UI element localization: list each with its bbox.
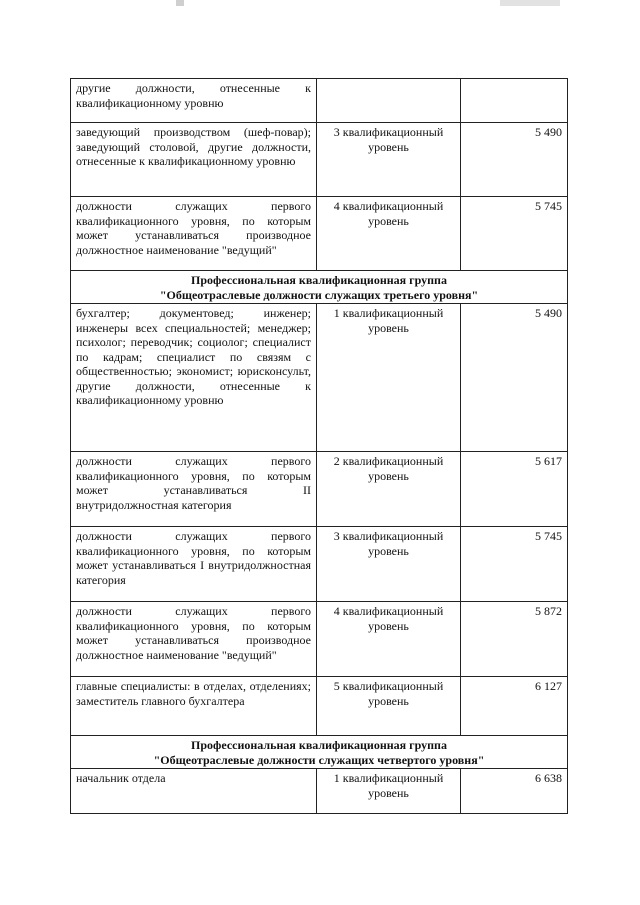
position-cell: должности служащих первого квалификационного уровня, по которым может устанавливаться II внутридолжностная категория — [71, 452, 317, 527]
group-header-row — [71, 271, 568, 304]
level-cell: 4 квалификационный уровень — [317, 197, 461, 271]
level-cell: 1 квалификационный уровень — [317, 304, 461, 452]
group-header-cell — [71, 736, 568, 769]
group-header-row — [71, 736, 568, 769]
salary-cell: 5 745 — [461, 197, 568, 271]
level-cell — [317, 79, 461, 123]
table-row — [71, 304, 568, 452]
position-cell: главные специалисты: в отделах, отделениях; заместитель главного бухгалтера — [71, 677, 317, 736]
group-header-title: "Общеотраслевые должности служащих третьего уровня" — [159, 287, 479, 302]
salary-cell: 6 127 — [461, 677, 568, 736]
salary-cell: 5 872 — [461, 602, 568, 677]
position-cell: должности служащих первого квалификационного уровня, по которым может устанавливаться производное должностное наименование "ведущий" — [71, 197, 317, 271]
group-header-line: Профессиональная квалификационная группа — [191, 273, 447, 287]
level-cell: 2 квалификационный уровень — [317, 452, 461, 527]
position-cell: должности служащих первого квалификационного уровня, по которым может устанавливаться производное должностное наименование "ведущий" — [71, 602, 317, 677]
salary-cell — [461, 79, 568, 123]
level-cell: 3 квалификационный уровень — [317, 527, 461, 602]
salary-cell: 5 617 — [461, 452, 568, 527]
level-cell: 4 квалификационный уровень — [317, 602, 461, 677]
salary-table — [70, 78, 568, 814]
table-row — [71, 677, 568, 736]
table-row — [71, 197, 568, 271]
position-cell: бухгалтер; документовед; инженер; инженеры всех специальностей; менеджер; психолог; переводчик; социолог; специалист по кадрам; специалист по связям с общественностью; экономист; юрисконсульт, другие должности, отнесенные к квалификационному уровню — [71, 304, 317, 452]
scan-edge-mark — [500, 0, 560, 6]
level-cell: 1 квалификационный уровень — [317, 769, 461, 814]
table-row — [71, 452, 568, 527]
level-cell: 3 квалификационный уровень — [317, 123, 461, 197]
table-row — [71, 79, 568, 123]
position-cell: заведующий производством (шеф-повар); заведующий столовой, другие должности, отнесенные к квалификационному уровню — [71, 123, 317, 197]
position-cell: должности служащих первого квалификационного уровня, по которым может устанавливаться I внутридолжностная категория — [71, 527, 317, 602]
salary-cell: 6 638 — [461, 769, 568, 814]
salary-cell: 5 745 — [461, 527, 568, 602]
table-row — [71, 602, 568, 677]
group-header-cell — [71, 271, 568, 304]
level-cell: 5 квалификационный уровень — [317, 677, 461, 736]
scan-edge-mark — [176, 0, 184, 6]
position-cell: другие должности, отнесенные к квалификационному уровню — [71, 79, 317, 123]
salary-cell: 5 490 — [461, 304, 568, 452]
table-row — [71, 527, 568, 602]
group-header-line: Профессиональная квалификационная группа — [191, 738, 447, 752]
position-cell: начальник отдела — [71, 769, 317, 814]
salary-cell: 5 490 — [461, 123, 568, 197]
table-row — [71, 123, 568, 197]
table-row — [71, 769, 568, 814]
group-header-title: "Общеотраслевые должности служащих четвертого уровня" — [153, 752, 485, 767]
